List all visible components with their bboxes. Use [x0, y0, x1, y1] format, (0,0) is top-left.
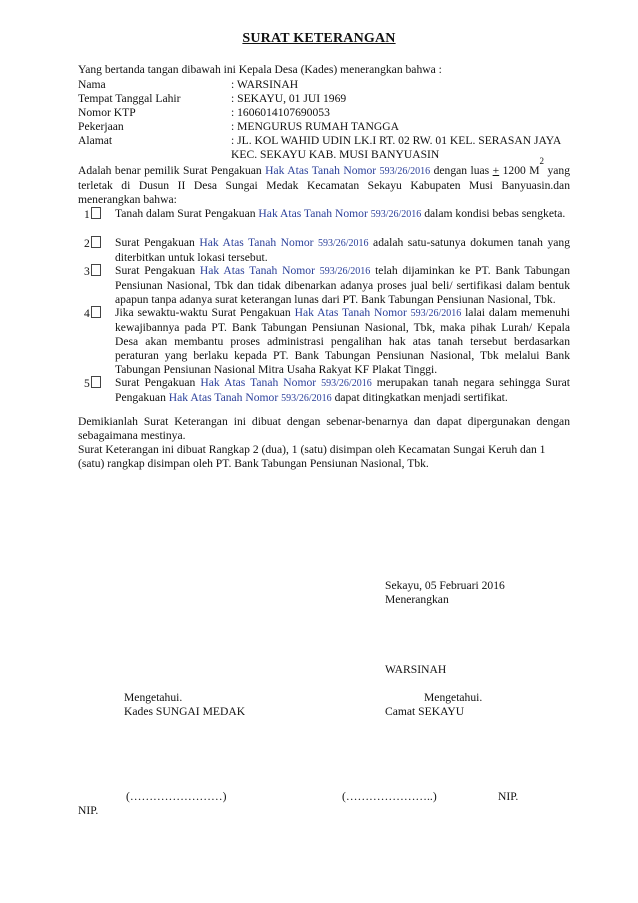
kades-title: Kades SUNGAI MEDAK [124, 705, 246, 718]
checkbox-glyph-icon [91, 264, 101, 276]
item-text-post: dalam kondisi bebas sengketa. [421, 207, 566, 220]
field-label-ttl: Tempat Tanggal Lahir [78, 92, 181, 105]
field-label-nama: Nama [78, 78, 106, 91]
hak-atas-tanah-link: Hak Atas Tanah Nomor [265, 164, 380, 177]
item-text-pre: Surat Pengakuan [115, 264, 200, 277]
field-label-ktp: Nomor KTP [78, 106, 136, 119]
statement-text-1: Adalah benar pemilik Surat Pengakuan [78, 164, 266, 177]
item-number: 4 [84, 307, 90, 320]
statement-paragraph [78, 156, 570, 207]
checkbox-glyph-icon [91, 376, 101, 388]
item-text-pre: Jika sewaktu-waktu Surat Pengakuan [115, 306, 295, 319]
field-value-ktp: : 1606014107690053 [231, 106, 330, 119]
rangkap-paragraph: Surat Keterangan ini dibuat Rangkap 2 (dua), 1 (satu) disimpan oleh Kecamatan Sungai Keruh dan 1 (satu) rangkap disimpan oleh PT. Bank Tabungan Pensiunan Nasional, Tbk. [78, 443, 546, 470]
checkbox-glyph-icon [91, 207, 101, 219]
checkbox-glyph-icon [91, 236, 101, 248]
statement-text-4: yang terletak di Dusun II Desa Sungai Medak Kecamatan Sekayu Kabupaten Musi Banyuasin.dan menerangkan bahwa: [78, 164, 570, 206]
item-text-pre: Surat Pengakuan [115, 236, 200, 249]
field-value-pekerjaan: : MENGURUS RUMAH TANGGA [231, 120, 399, 133]
square-superscript: 2 [539, 156, 545, 167]
nip-left: NIP. [78, 804, 99, 817]
item-text-post: merupakan tanah negara sehingga Surat Pengakuan [115, 376, 570, 404]
item-number: 1 [84, 208, 90, 221]
place-date: Sekayu, 05 Februari 2016 [385, 579, 505, 592]
hak-atas-tanah-link: Hak Atas Tanah Nomor [168, 391, 282, 404]
field-value-alamat-line2: KEC. SEKAYU KAB. MUSI BANYUASIN [231, 148, 440, 161]
checkbox-glyph-icon [91, 306, 101, 318]
intro-text: Yang bertanda tangan dibawah ini Kepala Desa (Kades) menerangkan bahwa : [78, 63, 442, 76]
nomor-surat: 593/26/2016 [321, 378, 372, 389]
item-text-post: adalah satu-satunya dokumen tanah yang diterbitkan untuk lokasi tersebut. [115, 236, 570, 264]
item-number: 2 [84, 237, 90, 250]
field-label-pekerjaan: Pekerjaan [78, 120, 124, 133]
mengetahui-right: Mengetahui. [424, 691, 483, 704]
signature-placeholder-right: (…………………..) [342, 790, 437, 803]
field-value-ttl: : SEKAYU, 01 JUI 1969 [231, 92, 347, 105]
hak-atas-tanah-link: Hak Atas Tanah Nomor [258, 207, 371, 220]
item-text-pre: Tanah dalam Surat Pengakuan [115, 207, 259, 220]
nomor-surat: 593/26/2016 [379, 166, 431, 177]
nomor-surat: 593/26/2016 [410, 308, 462, 319]
field-value-alamat: : JL. KOL WAHID UDIN LK.I RT. 02 RW. 01 KEL. SERASAN JAYA [231, 134, 562, 147]
item-text-post: telah dijaminkan ke PT. Bank Tabungan Pensiunan Nasional, Tbk dan tidak dibenarkan adanya proses jual beli/ sertifikasi dalam bentuk apapun tanpa adanya surat keterangan lunas dari PT. Bank Tabungan Pensiunan Nasional, Tbk. [115, 264, 570, 306]
nip-right: NIP. [498, 790, 519, 803]
nomor-surat: 593/26/2016 [281, 393, 332, 404]
closing-paragraph: Demikianlah Surat Keterangan ini dibuat dengan sebenar-benarnya dan dapat dipergunakan dengan sebagaimana mestinya. [78, 415, 570, 442]
camat-title: Camat SEKAYU [385, 705, 465, 718]
item-number: 5 [84, 377, 90, 390]
hak-atas-tanah-link: Hak Atas Tanah Nomor [199, 236, 318, 249]
hak-atas-tanah-link: Hak Atas Tanah Nomor [294, 306, 411, 319]
document-title: SURAT KETERANGAN [242, 31, 396, 46]
nomor-surat: 593/26/2016 [370, 209, 422, 220]
hak-atas-tanah-link: Hak Atas Tanah Nomor [199, 264, 320, 277]
menerangkan-label: Menerangkan [385, 593, 449, 606]
item-text-pre: Surat Pengakuan [115, 376, 201, 389]
statement-text-2: dengan luas [430, 164, 493, 177]
signer-name: WARSINAH [385, 663, 447, 676]
field-label-alamat: Alamat [78, 134, 113, 147]
plus-minus-sign: + [492, 164, 500, 177]
statement-text-3: 1200 M [499, 164, 540, 177]
nomor-surat: 593/26/2016 [318, 238, 369, 249]
mengetahui-left: Mengetahui. [124, 691, 183, 704]
field-value-nama: : WARSINAH [231, 78, 299, 91]
signature-placeholder-left: (……………………) [126, 790, 227, 803]
item-number: 3 [84, 265, 90, 278]
nomor-surat: 593/26/2016 [319, 266, 371, 277]
hak-atas-tanah-link: Hak Atas Tanah Nomor [200, 376, 322, 389]
item-text-post: lalai dalam memenuhi kewajibannya pada PT. Bank Tabungan Pensiunan Nasional, Tbk, maka pihak Lurah/ Kepala Desa akan membantu proses administrasi pengalihan hak atas tanah tersebut berdasarkan peraturan yang berlaku kepada PT. Bank Tabungan Pensiunan Nasional, Tbk melalui Bank Tabungan Pensiunan Nasional Mitra Usaha Rakyat KF Plakat Tinggi. [115, 306, 570, 376]
item-text-post: dapat ditingkatkan menjadi sertifikat. [331, 391, 508, 404]
